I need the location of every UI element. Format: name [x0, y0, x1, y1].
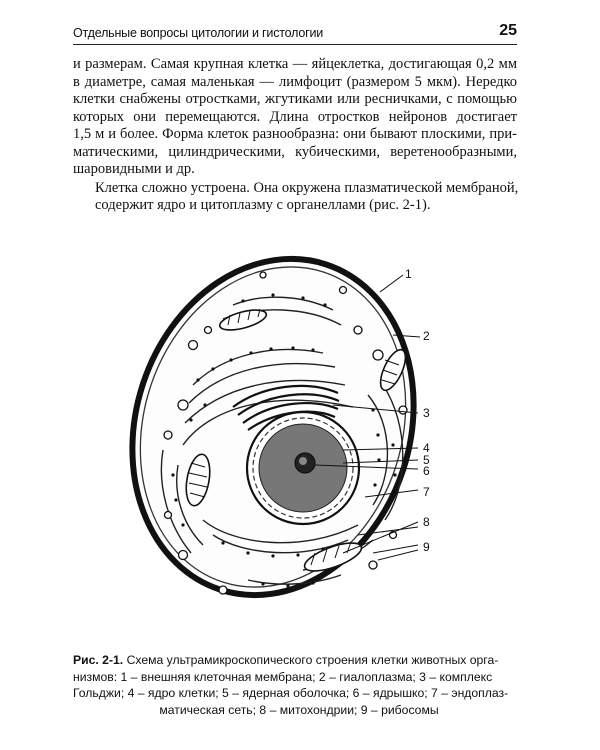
callout-2: 2 [423, 329, 430, 343]
callout-8: 8 [423, 515, 430, 529]
caption-line: Гольджи; 4 – ядро клетки; 5 – ядерная оболочка; 6 – ядрышко; 7 – эндоплаз- [73, 686, 509, 700]
paragraph-2 [73, 180, 517, 215]
cell-diagram [73, 235, 523, 640]
caption-line: матическая сеть; 8 – митохондрии; 9 – рибосомы [159, 702, 439, 717]
text-line: в диаметре, самая маленькая — лимфоцит (размером 5 мкм). Нередко [73, 73, 517, 90]
text-line: Клетка сложно устроена. Она окружена плазматической мембраной, [95, 179, 519, 196]
callout-7: 7 [423, 485, 430, 499]
callout-4: 4 [423, 441, 430, 455]
figure-label: Рис. 2-1. [73, 653, 124, 667]
running-title: Отдельные вопросы цитологии и гистологии [73, 26, 324, 40]
callout-6: 6 [423, 464, 430, 478]
figure-caption [73, 652, 525, 718]
cell-diagram-figure [73, 235, 523, 640]
text-line: 1,5 м и более. Форма клеток разнообразна: они бывают плоскими, при- [73, 126, 517, 142]
page-number: 25 [499, 22, 517, 39]
caption-line: низмов: 1 – внешняя клеточная мембрана; 2 – гиалоплазма; 3 – комплекс [73, 669, 493, 684]
caption-text: Схема ультрамикроскопического строения клетки животных орга- [126, 653, 499, 667]
callout-1: 1 [405, 267, 412, 281]
caption-line [73, 652, 525, 669]
running-header [73, 24, 517, 45]
nucleus [247, 412, 359, 524]
text-line: и размерам. Самая крупная клетка — яйцеклетка, достигающая 0,2 мм [73, 56, 517, 72]
text-line: шаровидными и др. [73, 161, 195, 177]
text-line: содержит ядро и цитоплазму с органеллами (рис. 2-1). [95, 197, 431, 213]
text-line: которых они перемещаются. Длина отростков нейронов достигает [73, 108, 517, 125]
callout-5: 5 [423, 453, 430, 467]
callout-3: 3 [423, 406, 430, 420]
text-line: клетки снабжены отростками, жгутиками или ресничками, с помощью [73, 91, 517, 107]
paragraph-1 [73, 56, 517, 179]
text-line: матическими, цилиндрическими, кубическими, веретенообразными, [73, 143, 517, 160]
callout-9: 9 [423, 540, 430, 554]
body-text [73, 56, 517, 215]
